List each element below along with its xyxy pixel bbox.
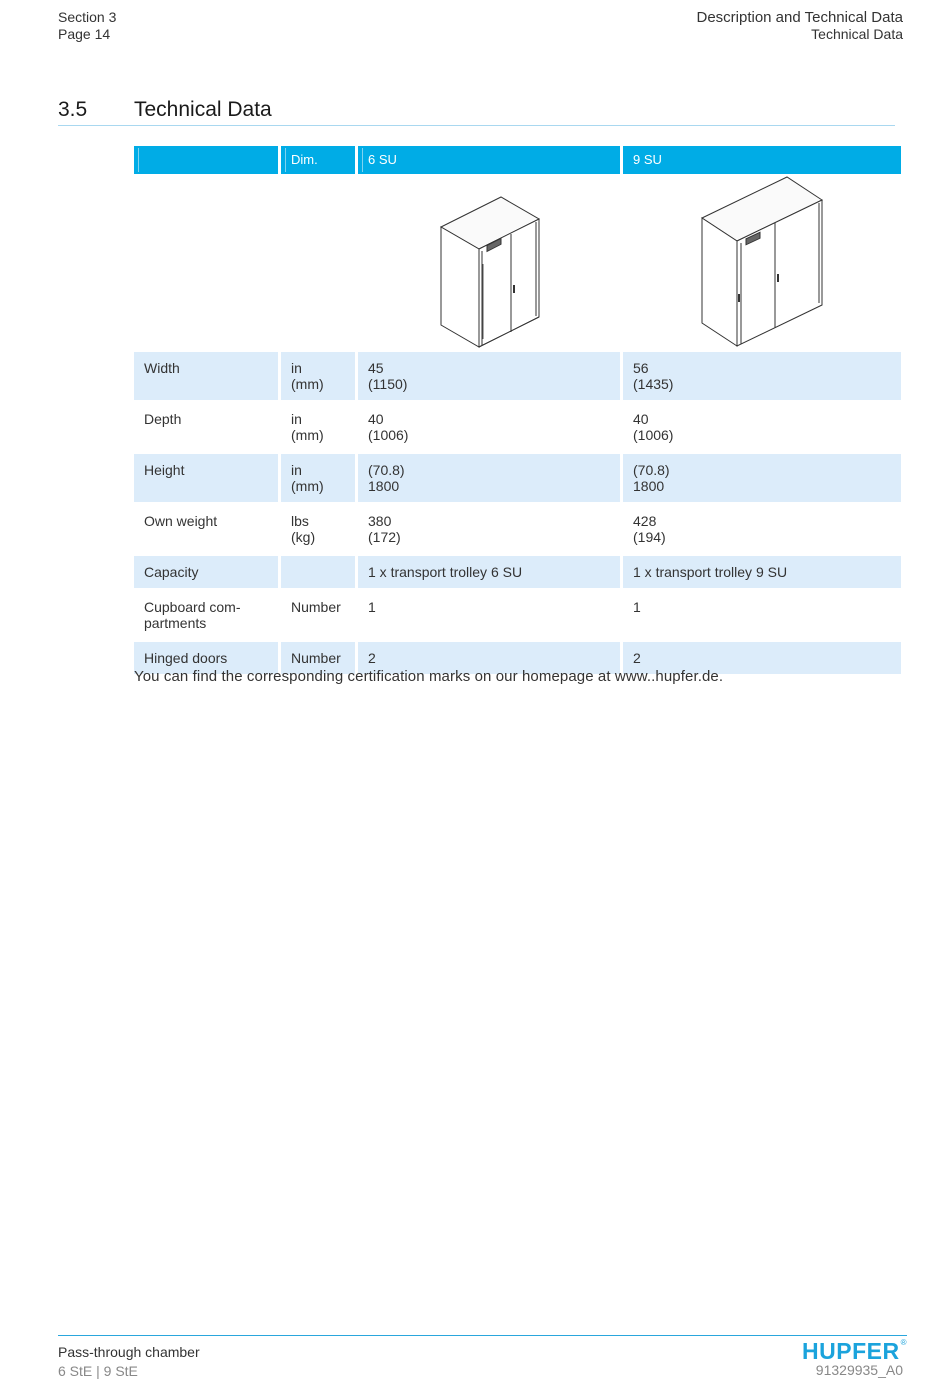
row-label: Width bbox=[134, 349, 281, 400]
row-value-6su: 1 bbox=[358, 588, 623, 639]
table-row-depth bbox=[134, 400, 901, 451]
cabinet-9su-drawing bbox=[692, 174, 832, 349]
row-dim: in (mm) bbox=[281, 400, 358, 451]
footer-left bbox=[58, 1343, 200, 1381]
footer-divider bbox=[58, 1335, 907, 1336]
row-value-6su: 380 (172) bbox=[358, 502, 623, 553]
table-row-width bbox=[134, 349, 901, 400]
page-header-left bbox=[58, 9, 116, 43]
table-row-own-weight bbox=[134, 502, 901, 553]
row-label: Capacity bbox=[134, 553, 281, 588]
section-number: 3.5 bbox=[58, 98, 88, 121]
subchapter-title: Technical Data bbox=[811, 26, 903, 42]
header-cell-blank bbox=[134, 146, 281, 174]
table-row-capacity bbox=[134, 553, 901, 588]
image-row bbox=[134, 174, 901, 349]
row-value-6su: 40 (1006) bbox=[358, 400, 623, 451]
cabinet-6su-drawing bbox=[429, 189, 549, 349]
header-cell-6su: 6 SU bbox=[358, 146, 623, 174]
table-row-compartments bbox=[134, 588, 901, 639]
row-value-6su: 45 (1150) bbox=[358, 349, 623, 400]
row-dim: Number bbox=[281, 588, 358, 639]
document-number: 91329935_A0 bbox=[815, 1362, 903, 1378]
row-value-9su: 2 bbox=[623, 639, 901, 674]
page-number: Page 14 bbox=[58, 26, 111, 42]
header-cell-dim: Dim. bbox=[281, 146, 358, 174]
row-dim bbox=[281, 553, 358, 588]
section-heading bbox=[58, 98, 272, 122]
row-value-9su: 56 (1435) bbox=[623, 349, 901, 400]
section-label: Section 3 bbox=[58, 9, 117, 25]
row-value-9su: 1 x transport trolley 9 SU bbox=[623, 553, 901, 588]
cabinet-9su-illustration bbox=[623, 174, 901, 349]
row-value-6su: (70.8) 1800 bbox=[358, 451, 623, 502]
header-cell-9su: 9 SU bbox=[623, 146, 901, 174]
certification-note: You can find the corresponding certification marks on our homepage at www..hupfer.de. bbox=[134, 668, 724, 685]
row-value-9su: (70.8) 1800 bbox=[623, 451, 901, 502]
row-label: Hinged doors bbox=[134, 639, 281, 674]
row-dim: lbs (kg) bbox=[281, 502, 358, 553]
row-value-9su: 1 bbox=[623, 588, 901, 639]
row-value-9su: 40 (1006) bbox=[623, 400, 901, 451]
row-dim: in (mm) bbox=[281, 451, 358, 502]
row-dim: Number bbox=[281, 639, 358, 674]
row-label: Depth bbox=[134, 400, 281, 451]
row-label: Cupboard com- partments bbox=[134, 588, 281, 639]
row-label: Own weight bbox=[134, 502, 281, 553]
row-value-9su: 428 (194) bbox=[623, 502, 901, 553]
heading-divider bbox=[58, 125, 895, 126]
row-value-6su: 1 x transport trolley 6 SU bbox=[358, 553, 623, 588]
chapter-title: Description and Technical Data bbox=[696, 9, 903, 26]
table-row-height bbox=[134, 451, 901, 502]
model-list: 6 StE | 9 StE bbox=[58, 1363, 138, 1379]
row-value-6su: 2 bbox=[358, 639, 623, 674]
table-header-row bbox=[134, 146, 901, 174]
cabinet-6su-illustration bbox=[358, 174, 623, 349]
row-dim: in (mm) bbox=[281, 349, 358, 400]
product-name: Pass-through chamber bbox=[58, 1344, 200, 1360]
page-header-right bbox=[696, 9, 903, 43]
section-title-text: Technical Data bbox=[134, 98, 272, 121]
row-label: Height bbox=[134, 451, 281, 502]
technical-data-table bbox=[134, 146, 901, 674]
hupfer-logo: HUPFER® bbox=[802, 1338, 907, 1364]
